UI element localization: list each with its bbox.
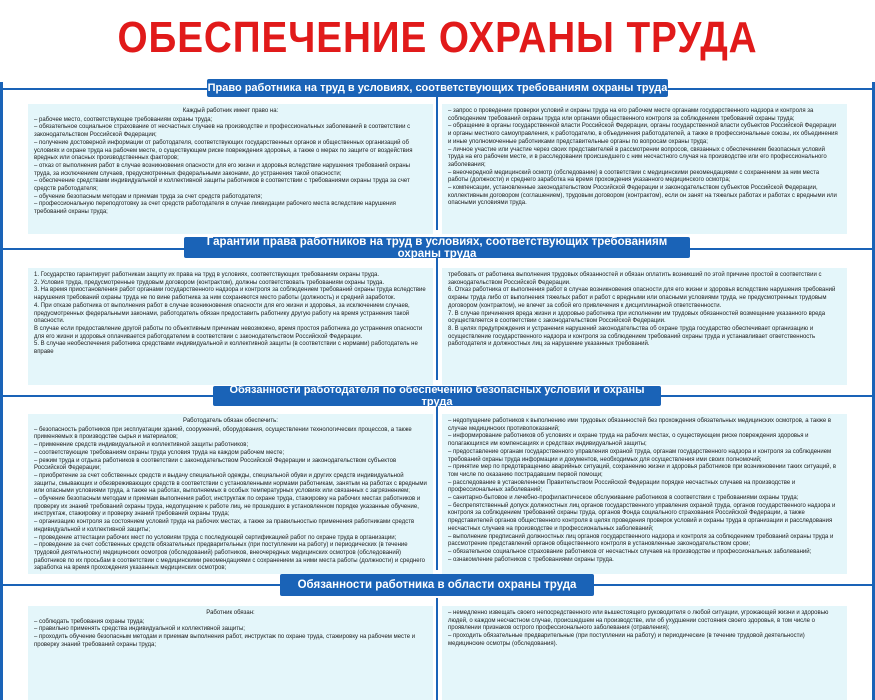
section-1-right-item: – обращение в органы государственной власти Российской Федерации, органы государственной власти субъектов Российской Федерации и органы местного самоуправления, к работодателю, в объединения работодателей, а также в профессиональные союзы, их объединения и иные уполномоченные работниками представительные органы по вопросам охраны труда; <box>448 123 838 145</box>
section-1-right-item: – личное участие или участие через своих представителей в рассмотрении вопросов, связанных с обеспечением безопасных условий труда на его рабочем месте, и в расследовании происшедшего с ним несчастного случая на производстве или его профессионального заболевания; <box>448 146 827 168</box>
section-3-right-item: – расследование в установленном Правительством Российской Федерации порядке несчастных случаев на производстве и профессиональных заболеваний; <box>448 479 796 494</box>
section-1-left-item: – обучение безопасным методам и приемам труда за счет средств работодателя; <box>34 193 263 200</box>
section-2-left-item: 1. Государство гарантирует работникам защиту их права на труд в условиях, соответствующих требованиям охраны труда. <box>34 272 379 278</box>
section-1-left-box <box>28 104 433 234</box>
rail-vertical-left <box>0 82 3 700</box>
section-1-left-lead: Каждый работник имеет право на: <box>182 108 279 114</box>
section-2-right-item: 8. В целях предупреждения и устранения нарушений законодательства об охране труда государство обеспечивает организацию и осуществление государственного надзора и контроля за соблюдением требований охраны труда и устанавливает ответственность работодателя и должностных лиц за нарушение указанных требований. <box>448 325 816 348</box>
section-3-left-item: – проведение аттестации рабочих мест по условиям труда с последующей сертификацией работ по охране труда в организации; <box>34 534 397 541</box>
section-2-right-box <box>442 268 847 385</box>
section-4-right-item: – проходить обязательные предварительные (при поступлении на работу) и периодические (в течение трудовой деятельности) медицинские осмотры (обследования). <box>448 633 805 647</box>
section-3-right-item: – беспрепятственный допуск должностных лиц органов государственного управления охраной труда, органов государственного надзора и контроля за соблюдением требований охраны труда, органов Фонда социального страхования Российской Федерации, а также представителей органов общественного контроля в целях проведения проверок условий и охраны труда в организации и расследования несчастных случаев на производстве и профессиональных заболеваний; <box>448 502 836 532</box>
section-3-right-item: – информирование работников об условиях и охране труда на рабочих местах, о существующем риске повреждения здоровья и полагающихся им компенсациях и средствах индивидуальной защиты; <box>448 433 809 448</box>
section-2-heading-text: Гарантии права работников на труд в условиях, соответствующих требованиям охраны труда <box>206 235 668 260</box>
rail-center-2 <box>436 255 438 380</box>
section-3-left-item: – проведение за счет собственных средств обязательных предварительных (при поступлении на работу) и периодических (в течение трудовой деятельности) медицинских осмотров (обследований) работников, внеочередных медицинских осмотров (обследований) работников по их просьбам в соответствии с медицинскими рекомендациями с сохранением за ними места работы (должности) и среднего заработка на время прохождения указанных медицинских осмотров; <box>34 542 425 572</box>
rail-center-3 <box>436 405 438 570</box>
section-4-right-item: – немедленно извещать своего непосредственного или вышестоящего руководителя о любой ситуации, угрожающей жизни и здоровью людей, о каждом несчастном случае, происшедшем на производстве, или об ухудшении состояния своего здоровья, в том числе о проявлении признаков острого профессионального заболевания (отравления); <box>448 610 829 632</box>
section-3-left-box <box>28 414 433 574</box>
section-4-heading-text: Обязанности работника в области охраны труда <box>297 579 577 591</box>
section-1-heading-text: Право работника на труд в условиях, соответствующих требованиям охраны труда <box>207 82 668 94</box>
section-2-left-item: 4. При отказе работника от выполнения работ в случае возникновения опасности для его жизни и здоровья, за исключением случаев, предусмотренных федеральными законами, работодатель обязан предоставить работнику другую работу на время устранения такой опасности. <box>34 302 410 325</box>
section-3-left-item: – организацию контроля за состоянием условий труда на рабочих местах, а также за правильностью применения работниками средств индивидуальной и коллективной защиты; <box>34 519 415 533</box>
section-4-left-lead: Работник обязан: <box>206 610 255 616</box>
section-2-left-item: 5. В случае необеспечения работника средствами индивидуальной и коллективной защиты (в соответствии с нормами) работодатель не вправе <box>34 341 418 356</box>
section-3-left-item: – безопасность работников при эксплуатации зданий, сооружений, оборудования, осуществлении технологических процессов, а также применяемых в производстве сырья и материалов; <box>34 426 412 441</box>
section-3-right-item: – санитарно-бытовое и лечебно-профилактическое обслуживание работников в соответствии с требованиями охраны труда; <box>448 495 799 502</box>
poster-title: ОБЕСПЕЧЕНИЕ ОХРАНЫ ТРУДА <box>117 13 758 62</box>
section-3-heading <box>213 386 661 406</box>
section-1-left-item: – рабочее место, соответствующее требованиям охраны труда; <box>34 116 213 123</box>
section-3-left-item: – приобретение за счет собственных средств и выдачу специальной одежды, специальной обуви и других средств индивидуальной защиты, смывающих и обезвреживающих средств в соответствии с установленными нормами работникам, занятым на работах с вредными или опасными условиями труда, а также на работах, выполняемых в особых температурных условиях или связанных с загрязнением; <box>34 472 427 495</box>
section-3-left-item: – обучение безопасным методам и приемам выполнения работ, инструктаж по охране труда, стажировку на рабочих местах работников и проверку их знаний требований охраны труда, недопущение к работе лиц, не прошедших в установленном порядке указанные обучение, инструктаж, стажировку и проверку знаний требований охраны труда; <box>34 496 421 518</box>
section-4-left-item: – соблюдать требования охраны труда; <box>34 618 145 625</box>
section-1-right-item: – запрос о проведении проверки условий и охраны труда на его рабочем месте органами государственного надзора и контроля за соблюдением требований охраны труда или органами общественного контроля за соблюдением требований охраны труда; <box>448 108 814 122</box>
section-1-left-item: – отказ от выполнения работ в случае возникновения опасности для его жизни и здоровья вследствие нарушения требований охраны труда, за исключением случаев, предусмотренных федеральными законами, до устранения такой опасности; <box>34 162 410 177</box>
section-4-heading <box>280 574 594 596</box>
section-1-right-box <box>442 104 847 234</box>
section-4-left-item: – правильно применять средства индивидуальной и коллективной защиты; <box>34 626 245 633</box>
section-1-right-item: – внеочередной медицинский осмотр (обследование) в соответствии с медицинскими рекомендациями с сохранением за ним места работы (должности) и среднего заработка на время прохождения указанного медицинского осмотра; <box>448 169 820 184</box>
rail-center-4 <box>436 598 438 700</box>
section-4-right-box <box>442 606 847 700</box>
section-3-right-item: – ознакомление работников с требованиями охраны труда. <box>448 556 614 563</box>
section-4-left-item: – проходить обучение безопасным методам и приемам выполнения работ, инструктаж по охране труда, стажировку на рабочем месте и проверку знаний требований охраны труда; <box>34 634 416 648</box>
section-3-left-item: – режим труда и отдыха работников в соответствии с законодательством Российской Федерации и законодательством субъектов Российской Федерации; <box>34 457 397 472</box>
section-3-right-box <box>442 414 847 574</box>
section-1-heading <box>207 79 668 97</box>
section-1-left-item: – получение достоверной информации от работодателя, соответствующих государственных органов и общественных организаций об условиях и охране труда на рабочем месте, о существующем риске повреждения здоровья, а также о мерах по защите от воздействия вредных или опасных производственных факторов; <box>34 139 413 162</box>
section-2-left-item: 3. На время приостановления работ органами государственного надзора и контроля за соблюдением требований охраны труда вследствие нарушения требований охраны труда не по вине работника за ним сохраняются место работы (должность) и средний заработок. <box>34 287 426 302</box>
section-1-left-item: – обязательное социальное страхование от несчастных случаев на производстве и профессиональных заболеваний в соответствии с законодательством Российской Федерации; <box>34 124 411 139</box>
section-1-right-item: – компенсации, установленные законодательством Российской Федерации и законодательством субъектов Российской Федерации, коллективным договором (соглашением), трудовым договором (контрактом), если он занят на тяжелых работах и работах с вредными или опасными условиями труда. <box>448 185 837 207</box>
section-3-right-item: – выполнение предписаний должностных лиц органов государственного надзора и контроля за соблюдением требований охраны труда и рассмотрение представлений органов общественного контроля в установленные законодательством сроки; <box>448 533 834 548</box>
section-4-left-box <box>28 606 433 700</box>
section-3-right-item: – принятие мер по предотвращению аварийных ситуаций, сохранению жизни и здоровья работников при возникновении таких ситуаций, в том числе по оказанию пострадавшим первой помощи; <box>448 464 837 478</box>
section-2-left-item: В случае если предоставление другой работы по объективным причинам невозможно, время простоя работника до устранения опасности для его жизни и здоровья оплачивается работодателем в соответствии с законодательством Российской Федерации. <box>34 325 423 340</box>
section-3-right-item: – недопущение работников к выполнению ими трудовых обязанностей без прохождения обязательных медицинских осмотров, а также в случае медицинских противопоказаний; <box>448 418 832 432</box>
section-1-left-item: – профессиональную переподготовку за счет средств работодателя в случае ликвидации рабочего места вследствие нарушения требований охраны труда; <box>34 201 396 216</box>
section-3-heading-text: Обязанности работодателя по обеспечению безопасных условий и охраны труда <box>229 384 645 408</box>
section-2-heading <box>184 237 690 258</box>
section-1-left-item: – обеспечение средствами индивидуальной и коллективной защиты работников в соответствии с требованиями охраны труда за счет средств работодателя; <box>34 178 410 193</box>
rail-center-1 <box>436 90 438 230</box>
section-3-right-item: – обязательное социальное страхование работников от несчастных случаев на производстве и профессиональных заболеваний; <box>448 548 812 555</box>
section-2-right-item: 7. В случае причинения вреда жизни и здоровью работника при исполнении им трудовых обязанностей возмещение указанного вреда осуществляется в соответствии с законодательством Российской Федерации. <box>448 310 826 325</box>
section-3-left-lead: Работодатель обязан обеспечить: <box>183 418 278 424</box>
section-3-left-item: – соответствующие требованиям охраны труда условия труда на каждом рабочем месте; <box>34 449 285 456</box>
section-2-left-box <box>28 268 433 385</box>
section-3-right-item: – предоставление органам государственного управления охраной труда, органам государственного надзора и контроля за соблюдением требований охраны труда информации и документов, необходимых для осуществления ими своих полномочий; <box>448 448 832 463</box>
section-2-right-item: 6. Отказ работника от выполнения работ в случае возникновения опасности для его жизни и здоровья вследствие нарушения требований охраны труда либо от выполнения тяжелых работ и работ с вредными или опасными условиями труда, не предусмотренных трудовым договором (контрактом), не влечет за собой его привлечения к дисциплинарной ответственности. <box>448 287 836 309</box>
section-2-right-item: требовать от работника выполнения трудовых обязанностей и обязан оплатить возникший по этой причине простой в соответствии с законодательством Российской Федерации. <box>448 272 822 286</box>
section-2-left-item: 2. Условия труда, предусмотренные трудовым договором (контрактом), должны соответствовать требованиям охраны труда. <box>34 279 385 286</box>
section-3-left-item: – применение средств индивидуальной и коллективной защиты работников; <box>34 442 249 449</box>
